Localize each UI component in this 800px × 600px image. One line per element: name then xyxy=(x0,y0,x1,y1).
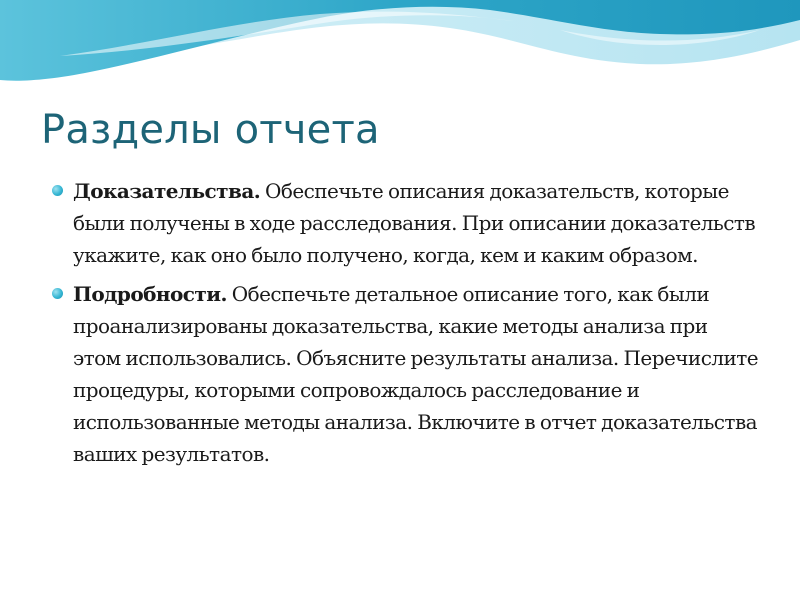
bullet-item-details xyxy=(49,278,759,470)
bullet-text: Обеспечьте детальное описание того, как были проанализированы доказательства, какие методы анализа при этом использовались. Объясните результаты анализа. Перечислите процедуры, которыми сопровождалось расследование и использованные методы анализа. Включите в отчет доказательства ваших результатов. xyxy=(73,282,759,466)
decorative-wave-header xyxy=(0,0,800,110)
bullet-dot-icon xyxy=(52,185,63,196)
bullet-list xyxy=(49,175,759,477)
bullet-item-evidence xyxy=(49,175,759,271)
bullet-dot-icon xyxy=(52,288,63,299)
bullet-term: Доказательства. xyxy=(73,179,261,203)
bullet-text: Обеспечьте описания доказательств, которые были получены в ходе расследования. При описании доказательств укажите, как оно было получено, когда, кем и каким образом. xyxy=(73,179,756,267)
bullet-term: Подробности. xyxy=(73,282,227,306)
slide-title: Разделы отчета xyxy=(41,107,380,153)
